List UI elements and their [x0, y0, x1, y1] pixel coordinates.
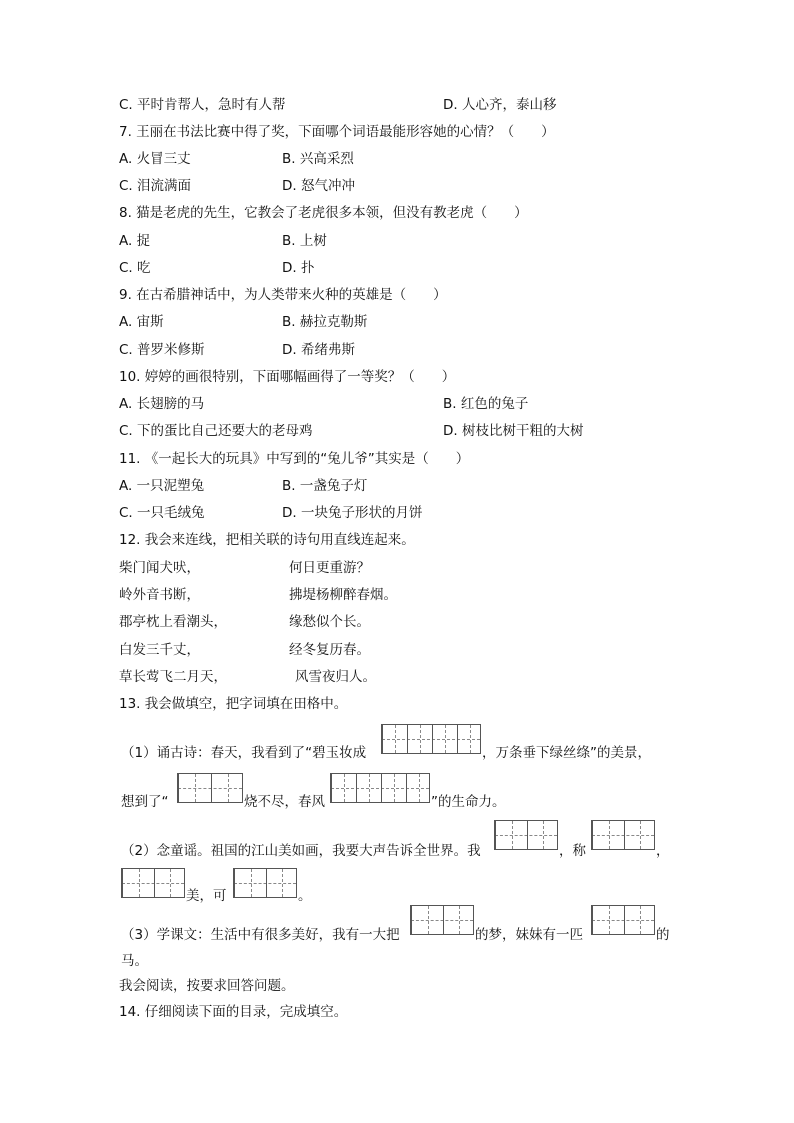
q13-p1d: 烧不尽，春风 — [244, 794, 325, 810]
q13-p3-grid-2[interactable] — [591, 905, 655, 935]
q13-p2-grid-2[interactable] — [591, 820, 655, 850]
q13-p3b: 的梦，妹妹有一匹 — [475, 927, 583, 943]
q11-option-d: D. 一块兔子形状的月饼 — [282, 505, 423, 521]
q13-p2c: ， — [656, 843, 670, 859]
q6-option-c: C. 平时肯帮人，急时有人帮 — [119, 97, 286, 113]
q9-option-c: C. 普罗米修斯 — [119, 342, 205, 358]
q13-p2-grid-3[interactable] — [121, 868, 185, 898]
q13-p1e: ”的生命力。 — [431, 794, 506, 810]
q8-stem: 8. 猫是老虎的先生，它教会了老虎很多本领，但没有教老虎（ ） — [119, 205, 528, 221]
q13-p3-grid-1[interactable] — [410, 905, 474, 935]
q12-left-3: 郡亭枕上看潮头， — [119, 614, 227, 630]
q13-stem: 13. 我会做填空，把字词填在田格中。 — [119, 696, 348, 712]
q6-option-d: D. 人心齐，泰山移 — [443, 97, 557, 113]
q7-option-a: A. 火冒三丈 — [119, 151, 191, 167]
q12-left-4: 白发三千丈， — [119, 642, 200, 658]
q9-option-a: A. 宙斯 — [119, 314, 164, 330]
q13-p2e: 。 — [298, 888, 312, 904]
q12-right-5: 风雪夜归人。 — [295, 669, 376, 685]
q12-stem: 12. 我会来连线，把相关联的诗句用直线连起来。 — [119, 532, 415, 548]
q9-stem: 9. 在古希腊神话中，为人类带来火种的英雄是（ ） — [119, 287, 447, 303]
q10-option-b: B. 红色的兔子 — [443, 396, 529, 412]
q10-option-a: A. 长翅膀的马 — [119, 396, 205, 412]
q8-option-c: C. 吃 — [119, 260, 151, 276]
q13-p1b: ，万条垂下绿丝绦”的美景， — [482, 745, 651, 761]
q12-right-3: 缘愁似个长。 — [289, 614, 370, 630]
q14-stem: 14. 仔细阅读下面的目录，完成填空。 — [119, 1004, 348, 1020]
q13-p1-grid-1[interactable] — [381, 724, 481, 754]
q7-option-b: B. 兴高采烈 — [282, 151, 354, 167]
q7-stem: 7. 王丽在书法比赛中得了奖，下面哪个词语最能形容她的心情？（ ） — [119, 124, 555, 140]
q11-option-c: C. 一只毛绒兔 — [119, 505, 205, 521]
q7-option-c: C. 泪流满面 — [119, 178, 192, 194]
q12-right-2: 拂堤杨柳醉春烟。 — [289, 587, 397, 603]
q13-p2d: 美，可 — [186, 888, 227, 904]
q10-stem: 10. 婷婷的画很特别，下面哪幅画得了一等奖？（ ） — [119, 369, 456, 385]
q7-option-d: D. 怒气冲冲 — [282, 178, 355, 194]
q13-p2b: ，称 — [559, 843, 586, 859]
q13-p1a: （1）诵古诗：春天，我看到了“碧玉妆成 — [121, 745, 367, 761]
q12-left-1: 柴门闻犬吠， — [119, 560, 200, 576]
q13-p3a: （3）学课文：生活中有很多美好，我有一大把 — [121, 927, 400, 943]
q12-left-5: 草长莺飞二月天， — [119, 669, 227, 685]
q10-option-c: C. 下的蛋比自己还要大的老母鸡 — [119, 423, 313, 439]
q8-option-a: A. 捉 — [119, 233, 151, 249]
q11-option-a: A. 一只泥塑兔 — [119, 478, 205, 494]
q13-p1-grid-2[interactable] — [177, 773, 243, 803]
q13-p3d: 马。 — [121, 953, 148, 969]
q11-stem: 11. 《一起长大的玩具》中写到的“兔儿爷”其实是（ ） — [119, 451, 470, 467]
reading-intro: 我会阅读，按要求回答问题。 — [119, 978, 295, 994]
q8-option-b: B. 上树 — [282, 233, 327, 249]
q9-option-d: D. 希绪弗斯 — [282, 342, 355, 358]
q12-left-2: 岭外音书断， — [119, 587, 200, 603]
q8-option-d: D. 扑 — [282, 260, 315, 276]
q11-option-b: B. 一盏兔子灯 — [282, 478, 368, 494]
q13-p2-grid-4[interactable] — [233, 868, 297, 898]
q13-p1c: 想到了“ — [121, 794, 169, 810]
q12-right-4: 经冬复历春。 — [289, 642, 370, 658]
q13-p2a: （2）念童谣。祖国的江山美如画，我要大声告诉全世界。我 — [121, 843, 481, 859]
q9-option-b: B. 赫拉克勒斯 — [282, 314, 368, 330]
q10-option-d: D. 树枝比树干粗的大树 — [443, 423, 584, 439]
q13-p2-grid-1[interactable] — [494, 820, 558, 850]
q12-right-1: 何日更重游？ — [289, 560, 370, 576]
q13-p1-grid-3[interactable] — [330, 773, 430, 803]
q13-p3c: 的 — [656, 927, 670, 943]
